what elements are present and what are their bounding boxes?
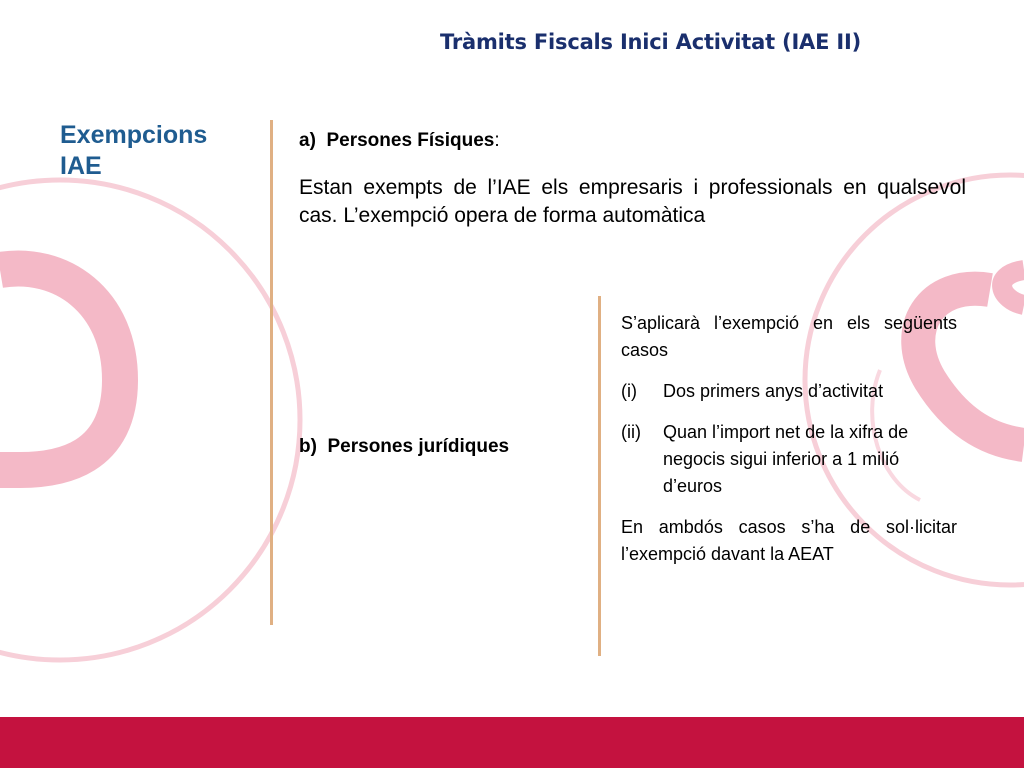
box-intro: S’aplicarà l’exempció en els següents casos — [621, 313, 957, 360]
section-a-suffix: : — [494, 130, 500, 151]
list-item-number: (i) — [621, 381, 637, 401]
section-a-label: Persones Físiques — [326, 130, 495, 151]
section-a-prefix: a) — [299, 130, 316, 151]
section-persones-fisiques — [299, 130, 969, 230]
side-heading-line2: IAE — [60, 152, 102, 180]
slide-title: Tràmits Fiscals Inici Activitat (IAE II) — [440, 30, 861, 54]
side-heading-line1: Exempcions — [60, 121, 208, 149]
section-persones-juridiques — [299, 436, 599, 458]
section-a-header — [299, 130, 969, 152]
section-b-label: Persones jurídiques — [327, 436, 510, 457]
vertical-divider-main — [270, 120, 273, 625]
vertical-divider-box — [598, 296, 601, 656]
exemption-cases-box — [621, 310, 957, 568]
list-item-text: Quan l’import net de la xifra de negocis sigui inferior a 1 milió d’euros — [663, 422, 909, 496]
footer-bar — [0, 717, 1024, 768]
list-item-number: (ii) — [621, 422, 641, 442]
side-heading — [60, 120, 260, 182]
list-item — [621, 378, 957, 405]
list-item-text: Dos primers anys d’activitat — [663, 381, 884, 401]
box-outro: En ambdós casos s’ha de sol·licitar l’exempció davant la AEAT — [621, 517, 957, 564]
section-a-body: Estan exempts de l’IAE els empresaris i professionals en qualsevol cas. L’exempció opera de forma automàtica — [299, 176, 966, 227]
list-item — [621, 419, 957, 500]
section-b-prefix: b) — [299, 436, 317, 457]
